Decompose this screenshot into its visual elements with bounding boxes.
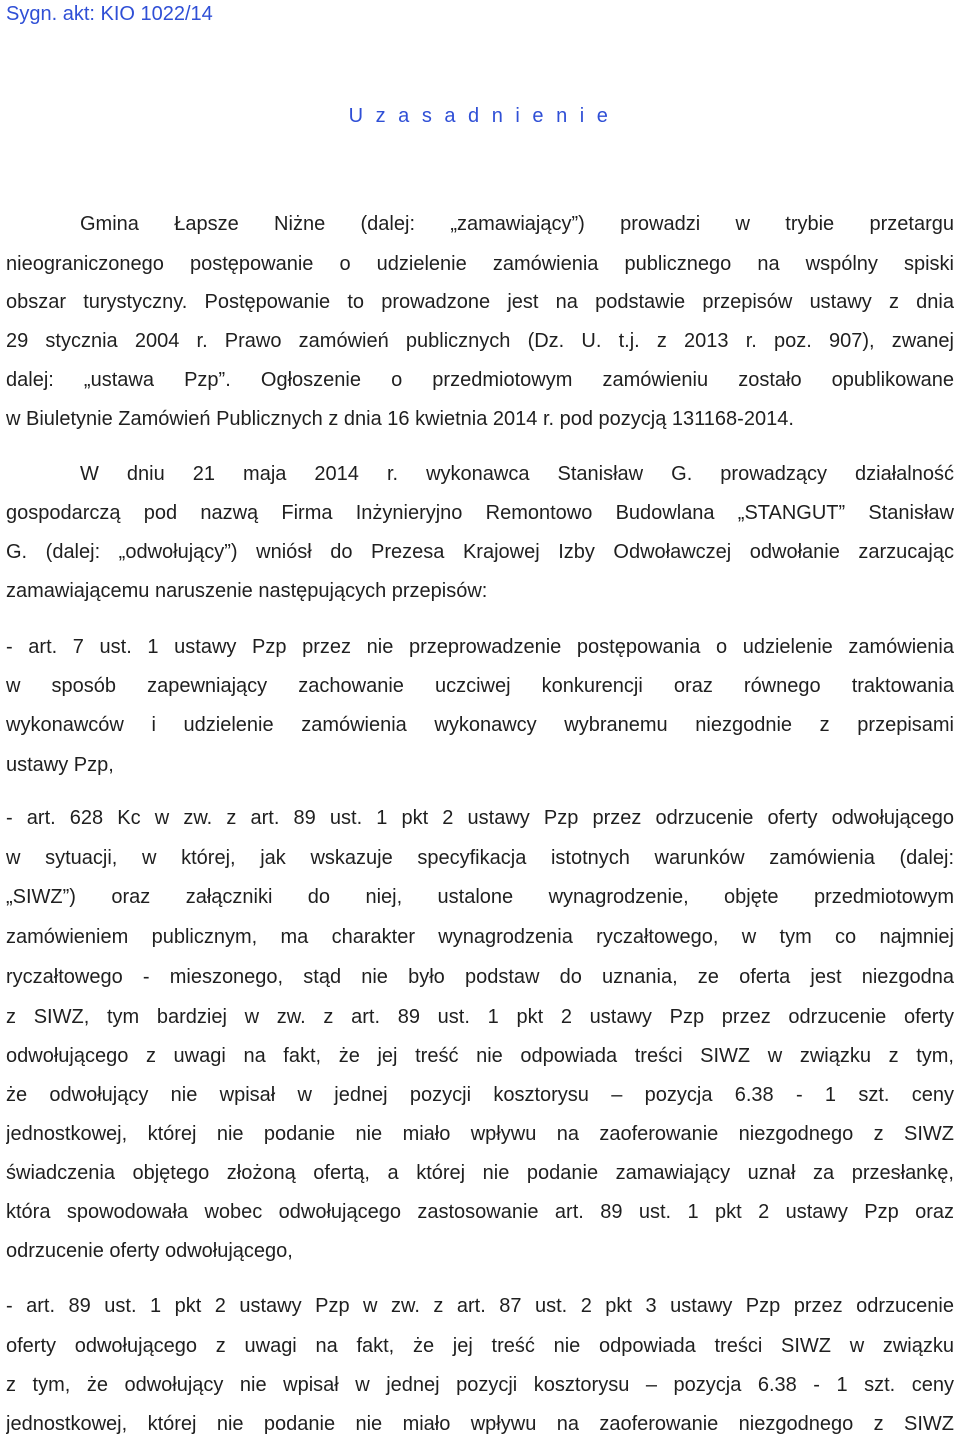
paragraph-5-line: jednostkowej, której nie podanie nie miało wpływu na zaoferowanie niezgodnego z SIWZ [6,1413,954,1435]
paragraph-4-line: w sytuacji, w której, jak wskazuje specyfikacja istotnych warunków zamówienia (dalej: [6,847,954,869]
paragraph-2-line: W dniu 21 maja 2014 r. wykonawca Stanisław G. prowadzący działalność [80,463,954,485]
paragraph-5-line: oferty odwołującego z uwagi na fakt, że jej treść nie odpowiada treści SIWZ w związku [6,1335,954,1357]
paragraph-3-line: ustawy Pzp, [6,754,114,776]
paragraph-4-line: - art. 628 Kc w zw. z art. 89 ust. 1 pkt 2 ustawy Pzp przez odrzucenie oferty odwołującego [6,807,954,829]
paragraph-4-line: świadczenia objętego złożoną ofertą, a której nie podanie zamawiający uznał za przesłankę, [6,1162,954,1184]
paragraph-5-line: - art. 89 ust. 1 pkt 2 ustawy Pzp w zw. z art. 87 ust. 2 pkt 3 ustawy Pzp przez odrzucenie [6,1295,954,1317]
paragraph-1-line: nieograniczonego postępowanie o udzielenie zamówienia publicznego na wspólny spiski [6,253,954,275]
paragraph-1-line: dalej: „ustawa Pzp”. Ogłoszenie o przedmiotowym zamówieniu zostało opublikowane [6,369,954,391]
case-signature: Sygn. akt: KIO 1022/14 [6,3,213,25]
paragraph-4-line: odwołującego z uwagi na fakt, że jej treść nie odpowiada treści SIWZ w związku z tym, [6,1045,954,1067]
paragraph-3-line: w sposób zapewniający zachowanie uczciwej konkurencji oraz równego traktowania [6,675,954,697]
paragraph-4-line: jednostkowej, której nie podanie nie miało wpływu na zaoferowanie niezgodnego z SIWZ [6,1123,954,1145]
paragraph-4-line: „SIWZ”) oraz załączniki do niej, ustalone wynagrodzenie, objęte przedmiotowym [6,886,954,908]
paragraph-4-line: że odwołujący nie wpisał w jednej pozycji kosztorysu – pozycja 6.38 - 1 szt. ceny [6,1084,954,1106]
paragraph-2-line: G. (dalej: „odwołujący”) wniósł do Prezesa Krajowej Izby Odwoławczej odwołanie zarzucając [6,541,954,563]
paragraph-5-line: z tym, że odwołujący nie wpisał w jednej pozycji kosztorysu – pozycja 6.38 - 1 szt. ceny [6,1374,954,1396]
paragraph-4-line: ryczałtowego - mieszonego, stąd nie było podstaw do uznania, ze oferta jest niezgodna [6,966,954,988]
paragraph-4-line: która spowodowała wobec odwołującego zastosowanie art. 89 ust. 1 pkt 2 ustawy Pzp oraz [6,1201,954,1223]
paragraph-3-line: - art. 7 ust. 1 ustawy Pzp przez nie przeprowadzenie postępowania o udzielenie zamówienia [6,636,954,658]
paragraph-4-line: odrzucenie oferty odwołującego, [6,1240,293,1262]
paragraph-2-line: zamawiającemu naruszenie następujących przepisów: [6,580,488,602]
paragraph-4-line: zamówieniem publicznym, ma charakter wynagrodzenia ryczałtowego, w tym co najmniej [6,926,954,948]
paragraph-1-line: obszar turystyczny. Postępowanie to prowadzone jest na podstawie przepisów ustawy z dnia [6,291,954,313]
paragraph-1-line: Gmina Łapsze Niżne (dalej: „zamawiający”) prowadzi w trybie przetargu [80,213,954,235]
paragraph-4-line: z SIWZ, tym bardziej w zw. z art. 89 ust. 1 pkt 2 ustawy Pzp przez odrzucenie oferty [6,1006,954,1028]
paragraph-2-line: gospodarczą pod nazwą Firma Inżynieryjno Remontowo Budowlana „STANGUT” Stanisław [6,502,954,524]
paragraph-1-line: 29 stycznia 2004 r. Prawo zamówień publicznych (Dz. U. t.j. z 2013 r. poz. 907), zwanej [6,330,954,352]
paragraph-3-line: wykonawców i udzielenie zamówienia wykonawcy wybranemu niezgodnie z przepisami [6,714,954,736]
document-heading: U z a s a d n i e n i e [348,105,612,127]
paragraph-1-line: w Biuletynie Zamówień Publicznych z dnia 16 kwietnia 2014 r. pod pozycją 131168-2014. [6,408,794,430]
